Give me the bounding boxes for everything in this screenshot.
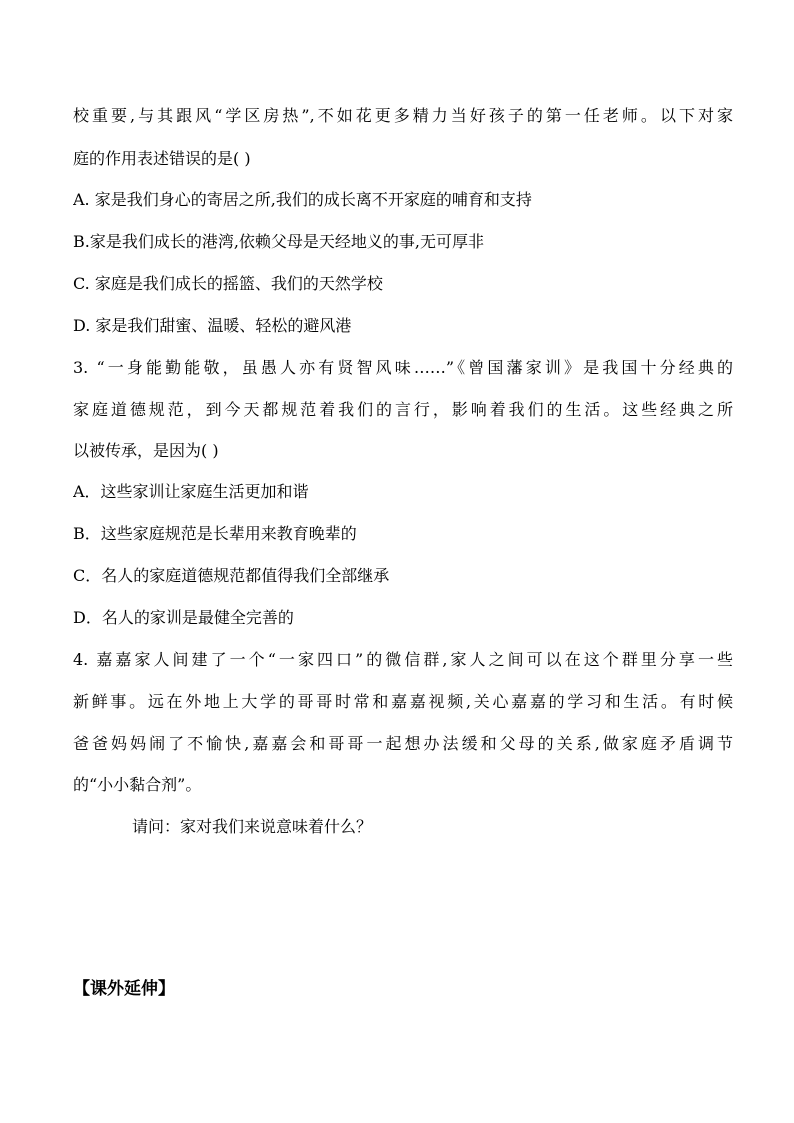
q2-option-b: B.家是我们成长的港湾,依赖父母是天经地义的事,无可厚非: [73, 232, 485, 251]
section-heading: 【课外延伸】: [73, 979, 175, 999]
q4-line-3: 爸爸妈妈闹了不愉快,嘉嘉会和哥哥一起想办法缓和父母的关系,做家庭矛盾调节: [73, 734, 733, 753]
q2-stem-line-2: 庭的作用表述错误的是( ): [73, 149, 251, 168]
q3-option-b: B．这些家庭规范是长辈用来教育晚辈的: [73, 524, 357, 543]
q2-option-d: D. 家是我们甜蜜、温暖、轻松的避风港: [73, 316, 352, 335]
q3-option-d: D．名人的家训是最健全完善的: [73, 608, 294, 627]
q3-stem-line-2: 家庭道德规范，到今天都规范着我们的言行，影响着我们的生活。这些经典之所: [73, 400, 733, 419]
q2-option-c: C. 家庭是我们成长的摇篮、我们的天然学校: [73, 274, 383, 293]
q4-line-4: 的“小小黏合剂”。: [73, 775, 202, 794]
q2-stem-line-1: 校重要,与其跟风“学区房热”,不如花更多精力当好孩子的第一任老师。以下对家: [73, 106, 733, 125]
q4-line-1: 4. 嘉嘉家人间建了一个“一家四口”的微信群,家人之间可以在这个群里分享一些: [73, 650, 733, 669]
q3-option-a: A．这些家训让家庭生活更加和谐: [73, 482, 309, 501]
q3-stem-line-3: 以被传承，是因为( ): [73, 441, 219, 460]
q4-question: 请问：家对我们来说意味着什么？: [132, 817, 373, 836]
q3-stem-line-1: 3. “一身能勤能敬，虽愚人亦有贤智风味……”《曾国藩家训》是我国十分经典的: [73, 358, 733, 377]
q4-line-2: 新鲜事。远在外地上大学的哥哥时常和嘉嘉视频,关心嘉嘉的学习和生活。有时候: [73, 692, 733, 711]
q2-option-a: A. 家是我们身心的寄居之所,我们的成长离不开家庭的哺育和支持: [73, 190, 532, 209]
q3-option-c: C．名人的家庭道德规范都值得我们全部继承: [73, 566, 390, 585]
